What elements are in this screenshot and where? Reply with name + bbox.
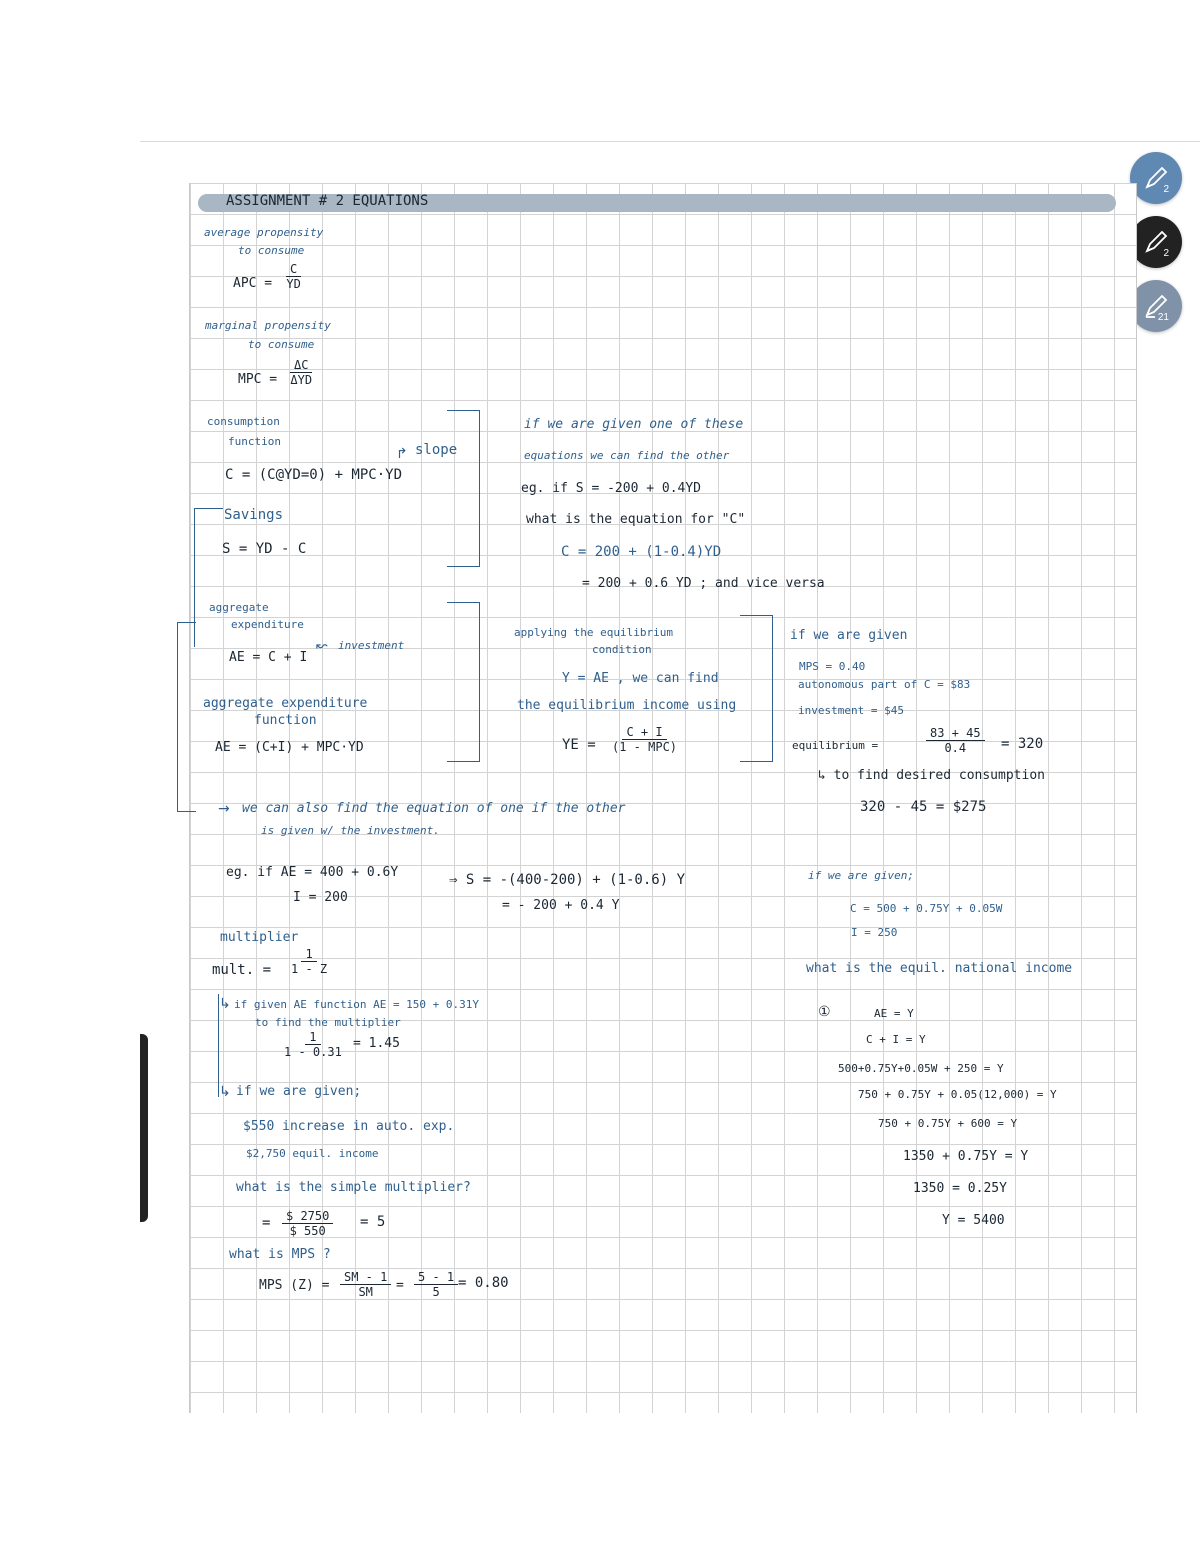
note-r-4: what is the equil. national income: [806, 961, 1073, 976]
note-r-7: C + I = Y: [866, 1033, 926, 1046]
tool-badge: 2: [1163, 248, 1169, 259]
note-m-7: what is MPS ?: [229, 1247, 331, 1262]
note-mps-res: = 0.80: [458, 1275, 509, 1291]
arrow-right-icon: →: [218, 801, 230, 817]
tool-badge: 21: [1157, 312, 1169, 323]
fraction-denominator: (1 - MPC): [612, 740, 678, 754]
note-r-5: ①: [818, 1004, 831, 1020]
bracket: [447, 602, 480, 762]
note-r-8: 500+0.75Y+0.05W + 250 = Y: [838, 1062, 1004, 1075]
note-m-1: if given AE function AE = 150 + 0.31Y: [234, 998, 480, 1011]
note-aef-eq: AE = (C+I) + MPC·YD: [215, 740, 364, 755]
bracket: [447, 410, 480, 567]
page-title: ASSIGNMENT # 2 EQUATIONS: [226, 193, 429, 209]
note-m-2: to find the multiplier: [255, 1016, 401, 1029]
top-divider: [140, 141, 1200, 142]
note-eg-4: = - 200 + 0.4 Y: [502, 898, 620, 913]
note-m-5: $2,750 equil. income: [246, 1147, 379, 1160]
mps-fraction-2: [414, 1270, 458, 1299]
fraction-numerator: 5 - 1: [414, 1270, 458, 1285]
note-given-1: if we are given one of these: [524, 417, 744, 432]
fraction-denominator: YD: [286, 277, 301, 291]
bracket: [194, 508, 223, 647]
fraction-denominator: 1 - 0.31: [284, 1045, 342, 1059]
note-aef-label-1: aggregate expenditure: [203, 696, 368, 711]
pen-tool-light-button[interactable]: [1130, 152, 1182, 204]
note-eq-4: the equilibrium income using: [517, 698, 737, 713]
note-eg-3: ⇒ S = -(400-200) + (1-0.6) Y: [449, 872, 686, 888]
fraction-numerator: SM - 1: [340, 1270, 391, 1285]
note-m-6: what is the simple multiplier?: [236, 1180, 471, 1195]
fraction-numerator: 1: [301, 947, 316, 962]
note-r-3: I = 250: [851, 926, 898, 939]
note-apc-label-1: average propensity: [204, 226, 324, 239]
note-ex-1: if we are given: [790, 628, 908, 643]
bracket: [177, 622, 196, 812]
note-r-6: AE = Y: [874, 1007, 914, 1020]
note-r-11: 1350 + 0.75Y = Y: [903, 1149, 1029, 1164]
note-cf-eq: C = (C@YD=0) + MPC·YD: [225, 467, 403, 483]
ex-fraction: [926, 726, 985, 755]
fraction-numerator: 1: [305, 1030, 320, 1045]
note-ae-eq: AE = C + I: [229, 650, 308, 665]
investment-arrow-icon: ↜: [316, 638, 328, 654]
note-r-10: 750 + 0.75Y + 600 = Y: [878, 1117, 1018, 1130]
note-savings-eq: S = YD - C: [222, 541, 307, 557]
note-eq-1: applying the equilibrium: [514, 626, 673, 639]
note-ex-3: autonomous part of C = $83: [798, 678, 971, 691]
note-m-3: if we are given;: [236, 1084, 362, 1099]
slope-arrow-icon: ↱: [396, 446, 408, 462]
note-mps-mid: =: [396, 1278, 404, 1293]
note-given-2: equations we can find the other: [524, 449, 730, 462]
note-mult-eq: mult. =: [212, 962, 272, 978]
note-mpc-eq: MPC =: [238, 372, 278, 387]
note-ex-7: ↳ to find desired consumption: [818, 768, 1045, 783]
mps-fraction-1: [340, 1270, 391, 1299]
note-savings-label: Savings: [224, 507, 284, 523]
fraction-denominator: ΔYD: [290, 373, 313, 387]
fraction-numerator: C + I: [622, 725, 666, 740]
note-m-res: = 1.45: [353, 1036, 400, 1051]
m-fraction: [284, 1030, 342, 1059]
tool-badge: 2: [1163, 184, 1169, 195]
bracket: [740, 615, 773, 762]
note-m-4: $550 increase in auto. exp.: [243, 1119, 455, 1134]
note-ex-6: = 320: [1001, 736, 1044, 752]
fraction-numerator: 83 + 45: [926, 726, 985, 741]
note-eg-2: I = 200: [293, 890, 348, 905]
fraction-numerator: C: [286, 262, 301, 277]
m-fraction-2: [282, 1209, 333, 1238]
note-mpc-label-2: to consume: [248, 338, 315, 351]
fraction-denominator: 5: [432, 1285, 440, 1299]
note-cf-label-1: consumption: [207, 415, 280, 428]
note-r-13: Y = 5400: [942, 1213, 1005, 1228]
note-r-2: C = 500 + 0.75Y + 0.05W: [850, 902, 1003, 915]
equilibrium-fraction: [612, 725, 677, 754]
note-m-eq: =: [262, 1215, 271, 1231]
note-mult-label: multiplier: [220, 930, 299, 945]
note-r-1: if we are given;: [808, 869, 914, 882]
scroll-handle[interactable]: [140, 1034, 148, 1222]
note-r-12: 1350 = 0.25Y: [913, 1181, 1007, 1196]
arrow-right-icon: ↳: [219, 996, 231, 1012]
pen-tool-dark-button[interactable]: [1130, 216, 1182, 268]
note-apc-label-2: to consume: [238, 244, 305, 257]
note-ex-2: MPS = 0.40: [799, 660, 866, 673]
note-aef-label-2: function: [254, 713, 317, 728]
fraction-denominator: SM: [358, 1285, 373, 1299]
note-mps-eq: MPS (Z) =: [259, 1278, 330, 1293]
mult-fraction: [291, 947, 327, 976]
note-ex-8: 320 - 45 = $275: [860, 799, 987, 815]
note-investment: investment: [338, 639, 405, 652]
fraction-numerator: ΔC: [290, 358, 312, 373]
note-given-4: what is the equation for "C": [526, 512, 746, 527]
note-m-res2: = 5: [360, 1214, 386, 1230]
fraction-denominator: 0.4: [944, 741, 967, 755]
note-also-1: we can also find the equation of one if the other: [242, 801, 626, 816]
fraction-numerator: $ 2750: [282, 1209, 333, 1224]
note-eq-5: YE =: [562, 737, 596, 753]
note-eq-3: Y = AE , we can find: [562, 671, 719, 686]
note-given-5: C = 200 + (1-0.4)YD: [561, 544, 722, 560]
note-eg-1: eg. if AE = 400 + 0.6Y: [226, 865, 399, 880]
note-apc-eq: APC =: [233, 276, 273, 291]
note-ae-label-2: expenditure: [231, 618, 304, 631]
fraction-denominator: $ 550: [289, 1224, 326, 1238]
note-r-9: 750 + 0.75Y + 0.05(12,000) = Y: [858, 1088, 1057, 1101]
note-also-2: is given w/ the investment.: [261, 824, 440, 837]
note-ex-5: equilibrium =: [792, 739, 879, 752]
note-slope: slope: [415, 442, 458, 458]
note-cf-label-2: function: [228, 435, 281, 448]
note-ex-4: investment = $45: [798, 704, 904, 717]
mpc-fraction: [290, 358, 312, 387]
highlighter-tool-button[interactable]: [1130, 280, 1182, 332]
note-mpc-label-1: marginal propensity: [205, 319, 331, 332]
note-ae-label-1: aggregate: [209, 601, 269, 614]
note-given-6: = 200 + 0.6 YD ; and vice versa: [582, 576, 825, 591]
apc-fraction: [286, 262, 301, 291]
note-given-3: eg. if S = -200 + 0.4YD: [521, 481, 702, 496]
note-eq-2: condition: [592, 643, 652, 656]
fraction-denominator: 1 - Z: [291, 962, 328, 976]
arrow-right-icon: ↳: [219, 1084, 231, 1100]
